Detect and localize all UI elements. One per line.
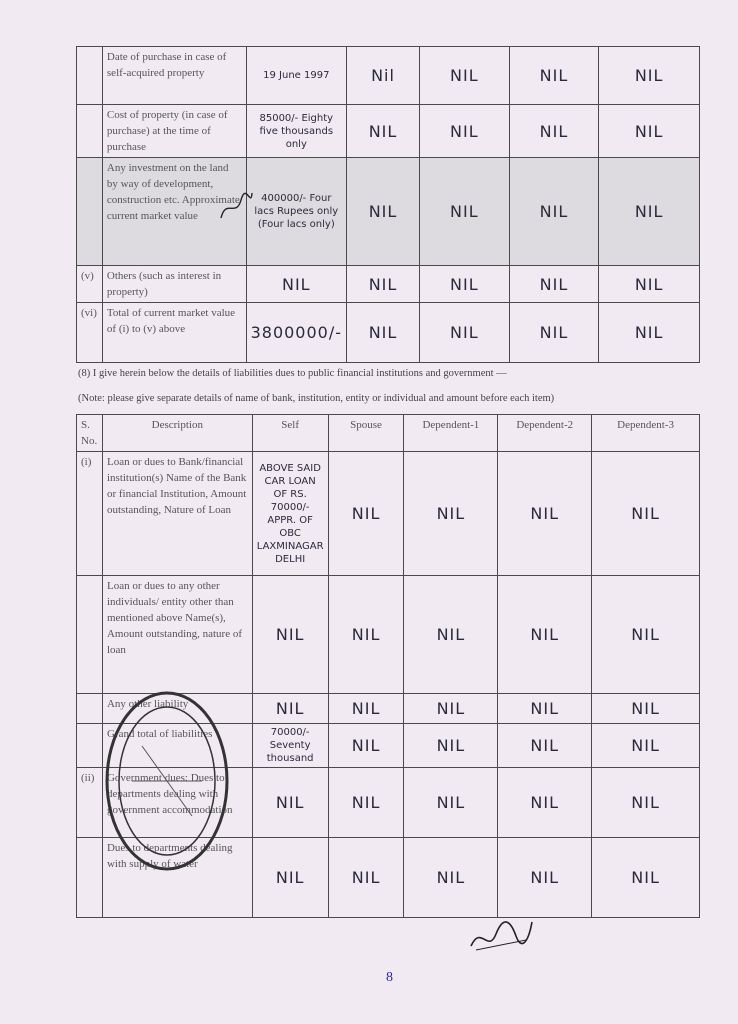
cell-spouse: NIL bbox=[347, 266, 420, 303]
hdr-dep3: Dependent-3 bbox=[592, 415, 700, 452]
table-row bbox=[77, 303, 700, 363]
cell-d3: NIL bbox=[592, 452, 700, 576]
cell-desc: Dues to departments dealing with supply of water bbox=[102, 838, 252, 918]
cell-self: 3800000/- bbox=[246, 303, 346, 363]
cell-d3: NIL bbox=[592, 724, 700, 768]
cell-self: NIL bbox=[252, 694, 328, 724]
cell-num bbox=[77, 105, 103, 158]
cell-num bbox=[77, 724, 103, 768]
cell-num bbox=[77, 576, 103, 694]
cell-d1: NIL bbox=[420, 266, 510, 303]
table-row bbox=[77, 266, 700, 303]
hdr-dep1: Dependent-1 bbox=[404, 415, 498, 452]
cell-d3: NIL bbox=[599, 303, 700, 363]
property-table bbox=[76, 46, 700, 363]
cell-self: NIL bbox=[252, 838, 328, 918]
cell-num: (ii) bbox=[77, 768, 103, 838]
cell-num: (v) bbox=[77, 266, 103, 303]
official-stamp-icon bbox=[102, 686, 232, 876]
cell-d3: NIL bbox=[599, 158, 700, 266]
cell-d2: NIL bbox=[498, 452, 592, 576]
cell-d3: NIL bbox=[599, 266, 700, 303]
table-row bbox=[77, 576, 700, 694]
cell-self: NIL bbox=[246, 266, 346, 303]
cell-desc: Government dues: Dues to departments dealing with government accommodation bbox=[102, 768, 252, 838]
cell-d1: NIL bbox=[404, 452, 498, 576]
cell-num bbox=[77, 158, 103, 266]
cell-d3: NIL bbox=[592, 694, 700, 724]
table-row bbox=[77, 452, 700, 576]
cell-num bbox=[77, 838, 103, 918]
cell-spouse: NIL bbox=[347, 158, 420, 266]
cell-desc: Grand total of liabilities bbox=[102, 724, 252, 768]
cell-d2: NIL bbox=[509, 303, 599, 363]
hdr-self: Self bbox=[252, 415, 328, 452]
cell-spouse: NIL bbox=[328, 452, 404, 576]
cell-d2: NIL bbox=[509, 266, 599, 303]
section8-note: (Note: please give separate details of name of bank, institution, entity or individual and amount before each item) bbox=[78, 393, 555, 404]
cell-d1: NIL bbox=[404, 724, 498, 768]
cell-self: 400000/- Four lacs Rupees only (Four lacs only) bbox=[246, 158, 346, 266]
cell-d2: NIL bbox=[509, 47, 599, 105]
cell-d3: NIL bbox=[599, 105, 700, 158]
cell-desc: Any other liability bbox=[102, 694, 252, 724]
cell-spouse: Nil bbox=[347, 47, 420, 105]
hdr-spouse: Spouse bbox=[328, 415, 404, 452]
cell-spouse: NIL bbox=[328, 724, 404, 768]
cell-d1: NIL bbox=[420, 303, 510, 363]
cell-spouse: NIL bbox=[328, 838, 404, 918]
cell-desc: Total of current market value of (i) to (v) above bbox=[102, 303, 246, 363]
cell-d1: NIL bbox=[404, 576, 498, 694]
cell-desc: Cost of property (in case of purchase) at the time of purchase bbox=[102, 105, 246, 158]
cell-spouse: NIL bbox=[347, 105, 420, 158]
hdr-dep2: Dependent-2 bbox=[498, 415, 592, 452]
cell-self: NIL bbox=[252, 768, 328, 838]
cell-num: (vi) bbox=[77, 303, 103, 363]
cell-num bbox=[77, 694, 103, 724]
cell-self: NIL bbox=[252, 576, 328, 694]
cell-desc: Any investment on the land by way of development, construction etc. Approximate current market value bbox=[102, 158, 246, 266]
cell-d3: NIL bbox=[599, 47, 700, 105]
cell-self: 70000/- Seventy thousand bbox=[252, 724, 328, 768]
cell-desc: Loan or dues to any other individuals/ entity other than mentioned above Name(s), Amount outstanding, nature of loan bbox=[102, 576, 252, 694]
page-number: 8 bbox=[386, 970, 393, 985]
cell-num bbox=[77, 47, 103, 105]
signature-icon bbox=[466, 914, 536, 954]
hdr-desc: Description bbox=[102, 415, 252, 452]
cell-d2: NIL bbox=[498, 838, 592, 918]
cell-d1: NIL bbox=[404, 694, 498, 724]
cell-desc: Others (such as interest in property) bbox=[102, 266, 246, 303]
cell-d2: NIL bbox=[498, 768, 592, 838]
liab-header-row bbox=[77, 415, 700, 452]
cell-self: 19 June 1997 bbox=[246, 47, 346, 105]
cell-d1: NIL bbox=[420, 158, 510, 266]
cell-self: ABOVE SAID CAR LOAN OF RS. 70000/-APPR. OF OBC LAXMINAGAR DELHI bbox=[252, 452, 328, 576]
section8-heading: (8) I give herein below the details of liabilities dues to public financial institutions and government — bbox=[78, 368, 507, 379]
cell-d1: NIL bbox=[420, 105, 510, 158]
cell-spouse: NIL bbox=[328, 768, 404, 838]
cell-d2: NIL bbox=[498, 694, 592, 724]
cell-spouse: NIL bbox=[328, 576, 404, 694]
cell-desc: Date of purchase in case of self-acquired property bbox=[102, 47, 246, 105]
cell-d2: NIL bbox=[509, 105, 599, 158]
cell-d3: NIL bbox=[592, 838, 700, 918]
cell-d1: NIL bbox=[404, 838, 498, 918]
cell-desc: Loan or dues to Bank/financial institution(s) Name of the Bank or financial Institution, Amount outstanding, Nature of Loan bbox=[102, 452, 252, 576]
signature-small-icon bbox=[216, 188, 256, 228]
cell-d3: NIL bbox=[592, 576, 700, 694]
table-row bbox=[77, 47, 700, 105]
table-row bbox=[77, 105, 700, 158]
cell-num: (i) bbox=[77, 452, 103, 576]
cell-self: 85000/- Eighty five thousands only bbox=[246, 105, 346, 158]
table-row bbox=[77, 158, 700, 266]
cell-d1: NIL bbox=[420, 47, 510, 105]
cell-d2: NIL bbox=[498, 576, 592, 694]
cell-spouse: NIL bbox=[347, 303, 420, 363]
cell-d2: NIL bbox=[498, 724, 592, 768]
cell-d2: NIL bbox=[509, 158, 599, 266]
cell-d1: NIL bbox=[404, 768, 498, 838]
hdr-sno: S. No. bbox=[77, 415, 103, 452]
cell-spouse: NIL bbox=[328, 694, 404, 724]
cell-d3: NIL bbox=[592, 768, 700, 838]
